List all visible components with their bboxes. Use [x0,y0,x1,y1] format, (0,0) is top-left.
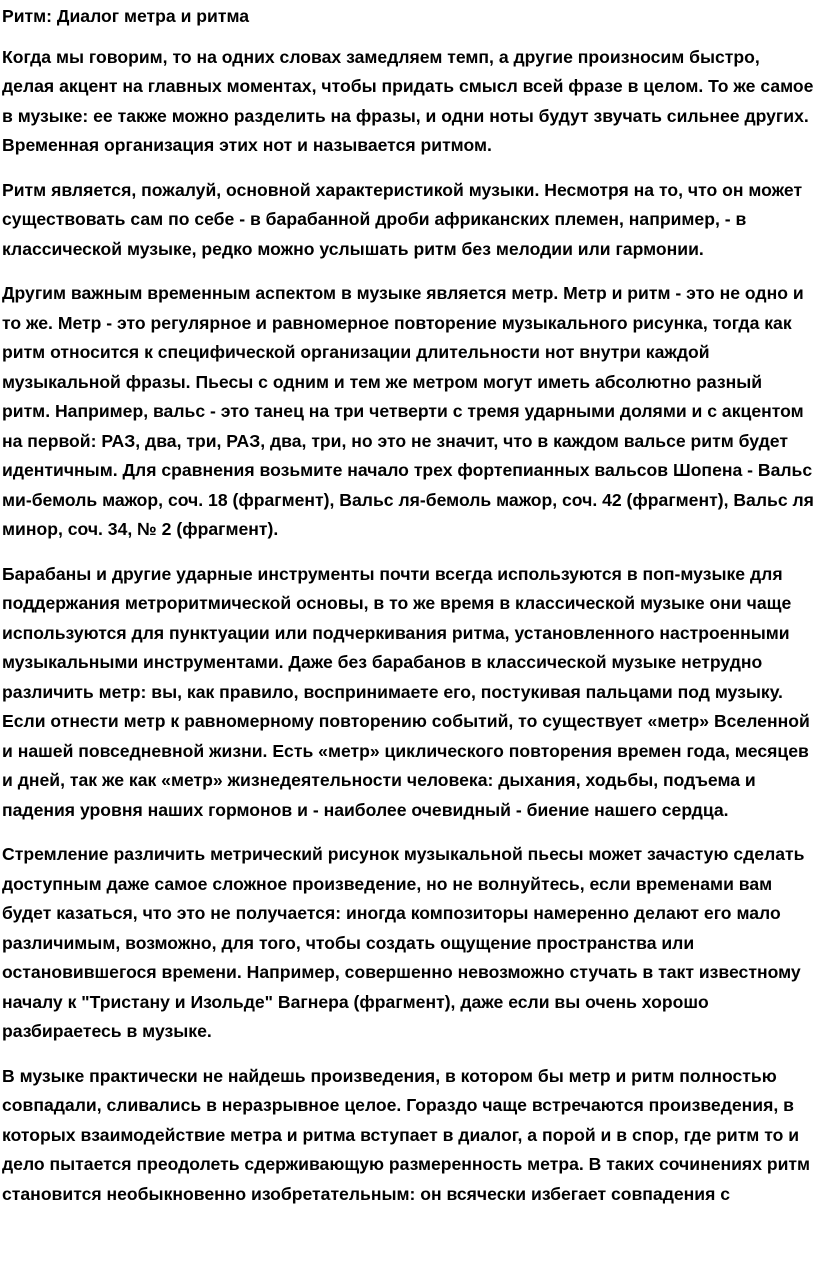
paragraph-metric-pattern: Стремление различить метрический рисунок музыкальной пьесы может зачастую сделать доступным даже самое сложное произведение, но не волнуйтесь, если временами вам будет казаться, что это не получается: иногда композиторы намеренно делают его мало различимым, возможно, для того, чтобы создать ощущение пространства или остановившегося времени. Например, совершенно невозможно стучать в такт известному началу к "Тристану и Изольде" Вагнера (фрагмент), даже если вы очень хорошо разбираетесь в музыке. [2,844,805,1041]
paragraph-rhythm-definition: Ритм является, пожалуй, основной характеристикой музыки. Несмотря на то, что он может существовать сам по себе - в барабанной дроби африканских племен, например, - в классической музыке, редко можно услышать ритм без мелодии или гармонии. [2,179,803,259]
paragraph-meter-vs-rhythm: Другим важным временным аспектом в музыке является метр. Метр и ритм - это не одно и то же. Метр - это регулярное и равномерное повторение музыкального рисунка, тогда как ритм относится к специфической организации длительности нот внутри каждой музыкальной фразы. Пьесы с одним и тем же метром могут иметь абсолютно разный ритм. Например, вальс - это танец на три четверти с тремя ударными долями и с акцентом на первой: РАЗ, два, три, РАЗ, два, три, но это не значит, что в каждом вальсе ритм будет идентичным. Для сравнения возьмите начало трех фортепианных вальсов Шопена - Вальс ми-бемоль мажор, соч. 18 (фрагмент), Вальс ля-бемоль мажор, соч. 42 (фрагмент), Вальс ля минор, соч. 34, № 2 (фрагмент). [2,283,814,539]
document-title: Ритм: Диалог метра и ритма [2,6,250,26]
paragraph-meter-rhythm-dialog: В музыке практически не найдешь произведения, в котором бы метр и ритм полностью совпадали, сливались в неразрывное целое. Гораздо чаще встречаются произведения, в которых взаимодействие метра и ритма вступает в диалог, а порой и в спор, где ритм то и дело пытается преодолеть сдерживающую размеренность метра. В таких сочинениях ритм становится необыкновенно изобретательным: он всячески избегает совпадения с [2,1065,811,1204]
paragraph-drums-and-meter: Барабаны и другие ударные инструменты почти всегда используются в поп-музыке для поддержания метроритмической основы, в то же время в классической музыке они чаще используются для пунктуации или подчеркивания ритма, установленного настроенными музыкальными инструментами. Даже без барабанов в классической музыке нетрудно различить метр: вы, как правило, воспринимаете его, постукивая пальцами под музыку. Если отнести метр к равномерному повторению событий, то существует «метр» Вселенной и нашей повседневной жизни. Есть «метр» циклического повторения времен года, месяцев и дней, так же как «метр» жизнедеятельности человека: дыхания, ходьбы, подъема и падения уровня наших гормонов и - наиболее очевидный - биение нашего сердца. [2,563,810,820]
paragraph-speech-tempo: Когда мы говорим, то на одних словах замедляем темп, а другие произносим быстро, делая акцент на главных моментах, чтобы придать смысл всей фразе в целом. То же самое в музыке: ее также можно разделить на фразы, и одни ноты будут звучать сильнее других. Временная организация этих нот и называется ритмом. [2,46,814,155]
